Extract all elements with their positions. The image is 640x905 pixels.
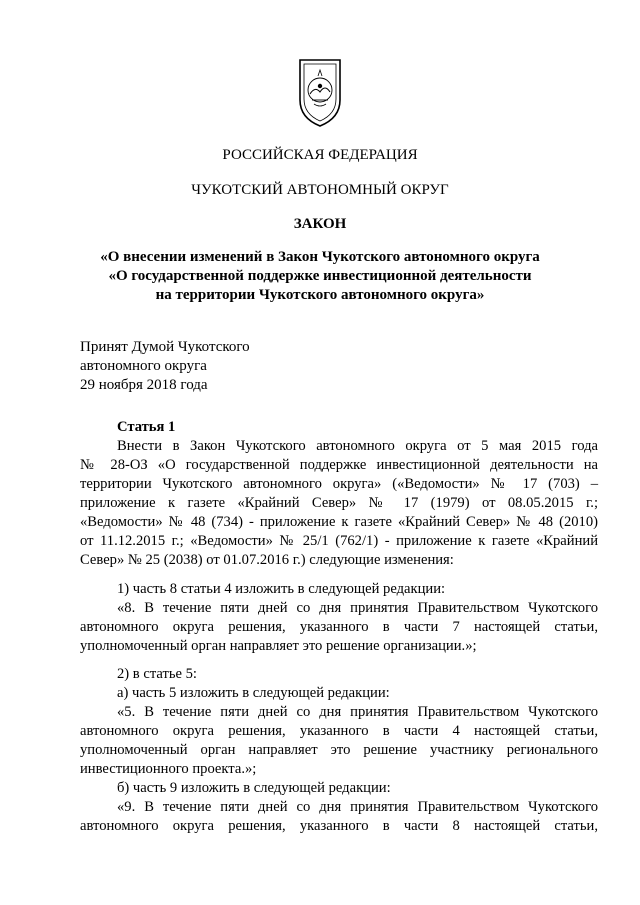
federation-heading: РОССИЙСКАЯ ФЕДЕРАЦИЯ — [222, 147, 418, 163]
intro-line: Север» № 25 (2038) от 01.07.2016 г.) следующие изменения: — [80, 552, 454, 568]
adoption-block — [80, 338, 250, 395]
adoption-line: 29 ноября 2018 года — [80, 377, 208, 393]
item-2b-line: «9. В течение пяти дней со дня принятия Правительством Чукотского — [117, 799, 598, 815]
item-2-sub-a: а) часть 5 изложить в следующей редакции: — [117, 685, 390, 701]
item-2-head: 2) в статье 5: — [117, 666, 197, 682]
coat-of-arms-emblem — [296, 56, 344, 128]
document-type-heading: ЗАКОН — [293, 216, 347, 232]
adoption-line: Принят Думой Чукотского — [80, 339, 250, 355]
item-2a-line: инвестиционного проекта.»; — [80, 761, 257, 777]
article-intro — [80, 437, 598, 570]
intro-line: территории Чукотского автономного округа» («Ведомости» № 17 (703) – — [80, 476, 598, 492]
item-2a-line: «5. В течение пяти дней со дня принятия Правительством Чукотского — [117, 704, 598, 720]
intro-line: «Ведомости» № 48 (734) - приложение к газете «Крайний Север» № 48 (2010) — [80, 514, 598, 530]
law-title-line: «О государственной поддержке инвестиционной деятельности — [108, 268, 532, 284]
item-2b-line: автономного округа решения, указанного в части 8 настоящей статьи, — [80, 818, 598, 834]
item-1-line: уполномоченный орган направляет это решение организации.»; — [80, 638, 477, 654]
law-title-line: на территории Чукотского автономного округа» — [155, 287, 485, 303]
item-2-sub-b: б) часть 9 изложить в следующей редакции: — [117, 780, 391, 796]
item-1 — [80, 580, 598, 656]
intro-line: приложение к газете «Крайний Север» № 17 (1979) от 08.05.2015 г.; — [80, 495, 598, 511]
item-2a-line: уполномоченный орган направляет это решение участнику регионального — [80, 742, 598, 758]
item-1-head: 1) часть 8 статьи 4 изложить в следующей редакции: — [117, 581, 446, 597]
intro-line: Внести в Закон Чукотского автономного округа от 5 мая 2015 года — [117, 438, 598, 454]
item-1-line: «8. В течение пяти дней со дня принятия Правительством Чукотского — [117, 600, 598, 616]
intro-line: № 28-ОЗ «О государственной поддержке инвестиционной деятельности на — [80, 457, 598, 473]
article-heading: Статья 1 — [117, 419, 176, 435]
law-title — [40, 248, 600, 305]
item-2a-line: автономного округа решения, указанного в части 4 настоящей статьи, — [80, 723, 598, 739]
item-1-line: автономного округа решения, указанного в части 7 настоящей статьи, — [80, 619, 598, 635]
intro-line: от 11.12.2015 г.; «Ведомости» № 25/1 (762/1) - приложение к газете «Крайний — [80, 533, 598, 549]
law-title-line: «О внесении изменений в Закон Чукотского автономного округа — [100, 249, 540, 265]
item-2 — [80, 665, 598, 836]
adoption-line: автономного округа — [80, 358, 207, 374]
region-heading: ЧУКОТСКИЙ АВТОНОМНЫЙ ОКРУГ — [191, 182, 449, 198]
